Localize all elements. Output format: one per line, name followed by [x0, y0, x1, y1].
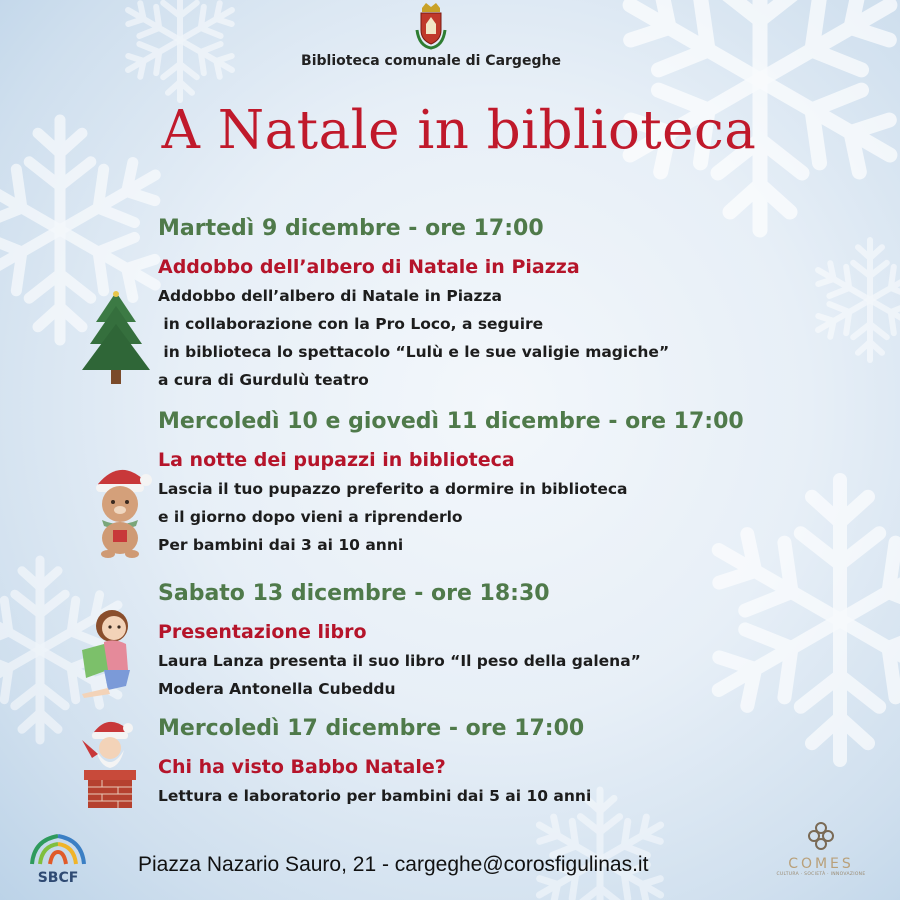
event-description-line: Per bambini dai 3 ai 10 anni: [158, 536, 404, 554]
event-title: Addobbo dell’albero di Natale in Piazza: [158, 256, 580, 278]
event-description-line: Laura Lanza presenta il suo libro “Il peso della galena”: [158, 652, 641, 670]
event-date: Sabato 13 dicembre - ore 18:30: [158, 581, 550, 606]
event-description-line: e il giorno dopo vieni a riprenderlo: [158, 508, 463, 526]
event-description-line: Lettura e laboratorio per bambini dai 5 ai 10 anni: [158, 787, 592, 805]
organization-name: Biblioteca comunale di Cargeghe: [301, 53, 561, 69]
christmas-tree-icon: [78, 288, 154, 388]
page-title: A Natale in biblioteca: [161, 100, 757, 161]
event-title: La notte dei pupazzi in biblioteca: [158, 449, 515, 471]
event-description-line: in biblioteca lo spettacolo “Lulù e le sue valigie magiche”: [158, 343, 670, 361]
sbcf-logo-label: SBCF: [37, 870, 79, 886]
comes-logo-label: COMES: [788, 856, 854, 872]
santa-chimney-icon: [76, 714, 142, 810]
event-date: Mercoledì 17 dicembre - ore 17:00: [158, 716, 585, 741]
event-item: [158, 579, 641, 703]
event-date: Mercoledì 10 e giovedì 11 dicembre - ore 17:00: [158, 409, 744, 434]
event-description-line: in collaborazione con la Pro Loco, a seguire: [158, 315, 544, 333]
comes-logo-icon: [806, 822, 836, 850]
reading-girl-icon: [74, 600, 144, 698]
teddy-bear-icon: [80, 458, 158, 558]
sbcf-logo-icon: [28, 826, 88, 868]
event-item: [158, 714, 591, 810]
event-date: Martedì 9 dicembre - ore 17:00: [158, 216, 544, 241]
comes-logo-tagline: CULTURA · SOCIETÀ · INNOVAZIONE: [776, 872, 866, 877]
sbcf-logo: [28, 826, 88, 886]
event-description-line: a cura di Gurdulù teatro: [158, 371, 369, 389]
event-title: Presentazione libro: [158, 621, 367, 643]
event-title: Chi ha visto Babbo Natale?: [158, 756, 446, 778]
event-description-line: Addobbo dell’albero di Natale in Piazza: [158, 287, 502, 305]
event-description-line: Modera Antonella Cubeddu: [158, 680, 396, 698]
event-item: [158, 214, 669, 394]
comes-logo: [776, 822, 866, 877]
contact-address: Piazza Nazario Sauro, 21 - cargeghe@corosfigulinas.it: [138, 853, 649, 876]
event-description-line: Lascia il tuo pupazzo preferito a dormire in biblioteca: [158, 480, 628, 498]
event-item: [158, 407, 744, 559]
municipal-crest-icon: [414, 2, 448, 50]
